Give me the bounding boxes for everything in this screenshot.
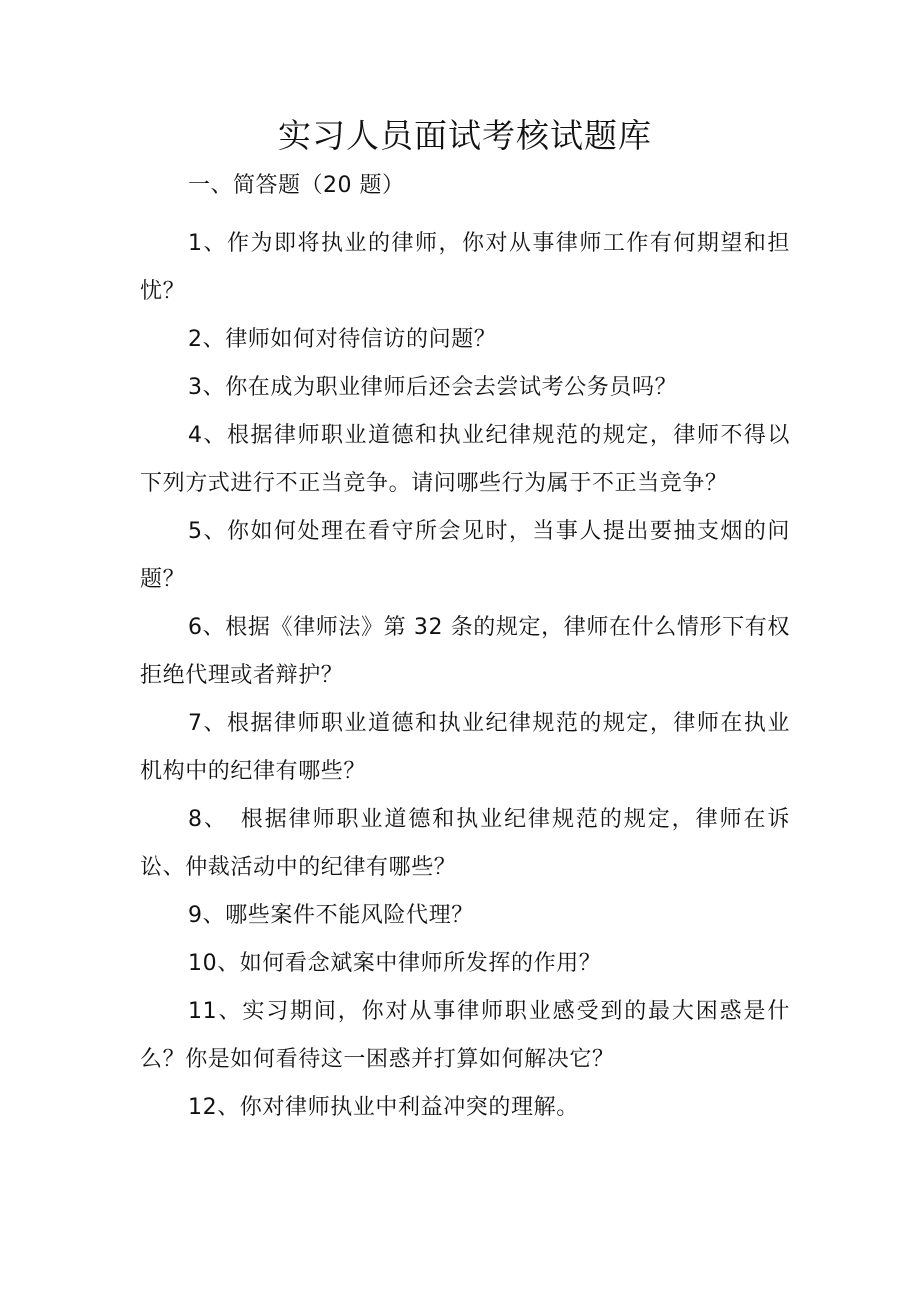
question-item: 11、实习期间，你对从事律师职业感受到的最大困惑是什么？你是如何看待这一困惑并打算如何解决它？ — [140, 999, 790, 1072]
question-item: 10、如何看念斌案中律师所发挥的作用？ — [188, 951, 602, 976]
question-item: 1、作为即将执业的律师，你对从事律师工作有何期望和担忧？ — [140, 231, 790, 304]
section-heading: 一、简答题（20 题） — [188, 173, 405, 198]
question-item: 4、根据律师职业道德和执业纪律规范的规定，律师不得以下列方式进行不正当竞争。请问哪些行为属于不正当竞争？ — [140, 423, 790, 496]
question-item: 5、你如何处理在看守所会见时，当事人提出要抽支烟的问题？ — [140, 519, 790, 592]
question-item: 9、哪些案件不能风险代理？ — [188, 903, 474, 928]
document-page — [140, 108, 790, 1132]
question-item: 2、律师如何对待信访的问题？ — [188, 327, 497, 352]
question-item: 12、你对律师执业中利益冲突的理解。 — [188, 1095, 579, 1120]
question-item: 7、根据律师职业道德和执业纪律规范的规定，律师在执业机构中的纪律有哪些？ — [140, 711, 790, 784]
question-item: 8、 根据律师职业道德和执业纪律规范的规定，律师在诉讼、仲裁活动中的纪律有哪些？ — [140, 807, 790, 880]
question-item: 3、你在成为职业律师后还会去尝试考公务员吗？ — [188, 375, 678, 400]
question-list — [140, 220, 790, 1132]
document-title: 实习人员面试考核试题库 — [278, 116, 652, 155]
question-item: 6、根据《律师法》第 32 条的规定，律师在什么情形下有权拒绝代理或者辩护？ — [140, 615, 790, 688]
